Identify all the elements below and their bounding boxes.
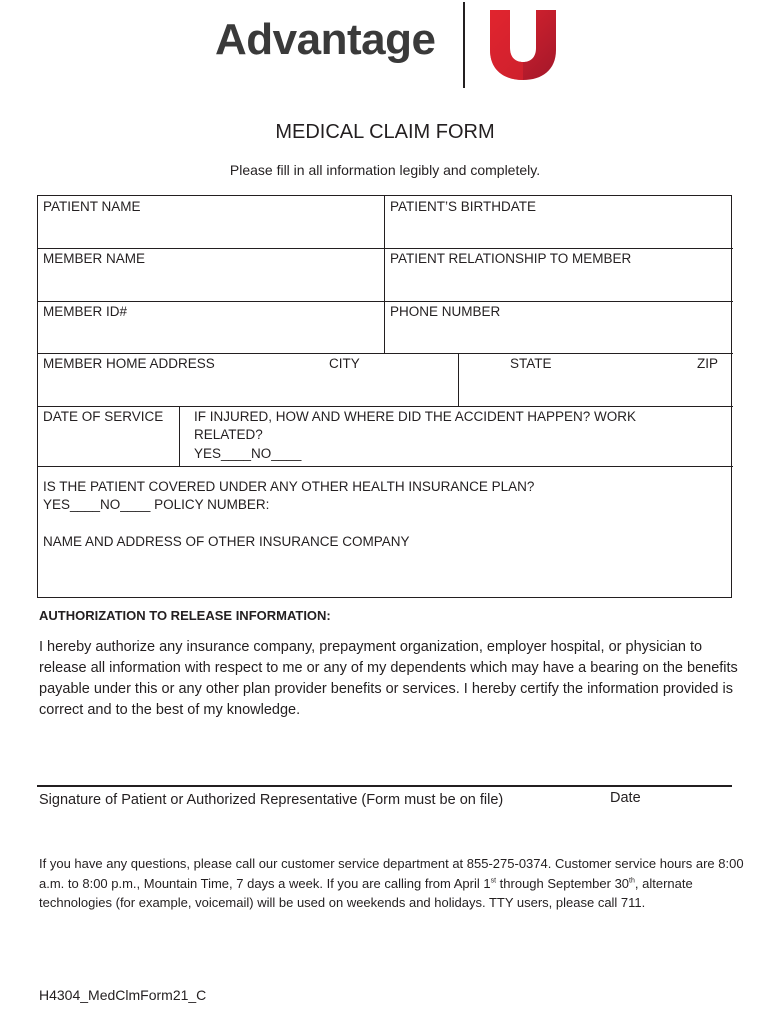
- other-insurance-yes-no-policy-field[interactable]: YES____NO____ POLICY NUMBER:: [43, 497, 270, 512]
- signature-label: Signature of Patient or Authorized Representative (Form must be on file): [39, 792, 504, 808]
- grid-col-divider: [458, 353, 459, 406]
- grid-row-divider: [38, 301, 733, 302]
- claim-form-grid: [37, 195, 732, 598]
- authorization-text: I hereby authorize any insurance company, prepayment organization, employer hospital, or physician to release all information with respect to me or any of my dependents which may have a bearing on the benefits payable under this or any other plan provider benefits or services. I hereby certify the information provided is correct and to the best of my knowledge.: [39, 639, 738, 718]
- brand-wordmark: Advantage: [215, 15, 436, 64]
- phone-number-field[interactable]: PHONE NUMBER: [390, 304, 501, 319]
- form-title: MEDICAL CLAIM FORM: [275, 121, 495, 143]
- signature-line[interactable]: [37, 785, 732, 787]
- contact-info: [39, 854, 744, 913]
- contact-text: If you have any questions, please call our customer service department at 855-275-0374. Customer service hours are 8:00 a.m. to 8:00 p.m., Mountain Time, 7 days a week. If you are calling from April 1: [39, 856, 744, 891]
- other-insurance-company-field[interactable]: NAME AND ADDRESS OF OTHER INSURANCE COMPANY: [43, 534, 410, 549]
- member-name-field[interactable]: MEMBER NAME: [43, 251, 146, 266]
- logo-divider: [463, 2, 465, 88]
- u-logo-icon: [486, 8, 560, 80]
- patient-birthdate-field[interactable]: PATIENT’S BIRTHDATE: [390, 199, 537, 214]
- contact-superscript: th: [629, 877, 635, 885]
- patient-relationship-field[interactable]: PATIENT RELATIONSHIP TO MEMBER: [390, 251, 632, 266]
- other-insurance-question: IS THE PATIENT COVERED UNDER ANY OTHER HEALTH INSURANCE PLAN?: [43, 479, 535, 494]
- grid-row-divider: [38, 466, 733, 467]
- contact-text: , alternate technologies (for example, voicemail) will be used on weekends and holidays. TTY users, please call 711.: [39, 875, 693, 910]
- member-home-address-field[interactable]: MEMBER HOME ADDRESS: [43, 356, 215, 371]
- date-of-service-field[interactable]: DATE OF SERVICE: [43, 409, 164, 424]
- form-subtitle: Please fill in all information legibly and completely.: [229, 162, 541, 178]
- injury-yes-no-field[interactable]: YES____NO____: [194, 446, 302, 461]
- grid-row-divider: [38, 353, 733, 354]
- state-field[interactable]: STATE: [510, 356, 552, 371]
- grid-row-divider: [38, 248, 733, 249]
- injury-question: IF INJURED, HOW AND WHERE DID THE ACCIDENT HAPPEN? WORK: [194, 409, 637, 424]
- grid-col-divider: [384, 196, 385, 353]
- zip-field[interactable]: ZIP: [697, 356, 719, 371]
- grid-col-divider: [179, 406, 180, 466]
- patient-name-field[interactable]: PATIENT NAME: [43, 199, 141, 214]
- authorization-heading: AUTHORIZATION TO RELEASE INFORMATION:: [39, 608, 331, 623]
- date-label: Date: [610, 790, 641, 806]
- city-field[interactable]: CITY: [329, 356, 360, 371]
- contact-superscript: st: [490, 877, 497, 885]
- contact-text: through September 30: [496, 875, 630, 891]
- member-id-field[interactable]: MEMBER ID#: [43, 304, 128, 319]
- form-code: H4304_MedClmForm21_C: [39, 987, 207, 1003]
- grid-row-divider: [38, 406, 733, 407]
- injury-question-cont: RELATED?: [194, 427, 263, 442]
